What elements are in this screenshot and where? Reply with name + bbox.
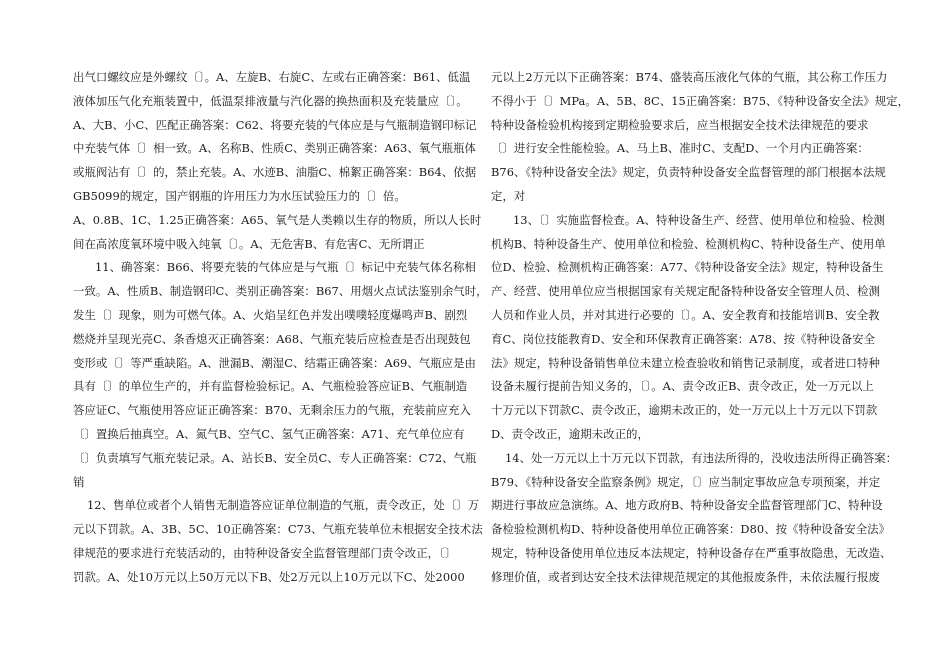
right-column-line: 十万元以下罚款C、责令改正，逾期未改正的，处一万元以上十万元以下罚款 xyxy=(491,403,878,418)
left-column-line: 11、确答案：B66、将要充装的气体应是与气瓶〔〕标记中充装气体名称相 xyxy=(95,260,476,275)
right-column-line: 特种设备检验机构接到定期检验要求后，应当根据安全技术法律规范的要求 xyxy=(491,117,869,132)
left-column-line: A、大B、小C、匹配正确答案：C62、将要充装的气体应是与气瓶制造钢印标记 xyxy=(73,117,477,132)
left-column-line: 〔〕负责填写气瓶充装记录。A、站长B、安全员C、专人正确答案：C72、气瓶 xyxy=(73,450,477,465)
right-column-line: 元以上2万元以下正确答案：B74、盛装高压液化气体的气瓶，其公称工作压力 xyxy=(491,70,888,84)
left-column-line: 出气口螺纹应是外螺纹〔〕。A、左旋B、右旋C、左或右正确答案：B61、低温 xyxy=(73,70,471,84)
left-column-line: 一致。A、性质B、制造钢印C、类别正确答案：B67、用烟火点试法鉴别余气时， xyxy=(73,284,488,299)
right-column-line: 设备未履行提前告知义务的，〔〕。A、责令改正B、责令改正，处一万元以上 xyxy=(491,379,874,394)
left-column-line: 具有〔〕的单位生产的，并有监督检验标记。A、气瓶检验答应证B、气瓶制造 xyxy=(73,379,468,394)
right-column-line: D、责令改正，逾期未改正的， xyxy=(491,426,649,441)
right-column-line: 法》规定，特种设备销售单位未建立检查验收和销售记录制度，或者进口特种 xyxy=(491,355,880,370)
right-column-line: 定，对 xyxy=(491,188,526,203)
right-column-line: B79、《特种设备安全监察条例》规定，〔〕应当制定事故应急专项预案，并定 xyxy=(491,474,881,489)
right-column-line: 〔〕进行安全性能检验。A、马上B、准时C、支配D、一个月内正确答案： xyxy=(491,141,869,156)
left-text-column xyxy=(73,66,488,590)
left-column-line: 律规范的要求进行充装活动的，由特种设备安全监督管理部门责令改正，〔〕 xyxy=(73,545,457,560)
right-column-line: 规定，特种设备使用单位违反本法规定，特种设备存在严重事故隐患，无改造、 xyxy=(491,545,892,560)
left-column-line: GB5099的规定，国产钢瓶的许用压力为水压试验压力的〔〕倍。 xyxy=(73,188,406,203)
left-column-line: 〔〕置换后抽真空。A、氮气B、空气C、氢气正确答案：A71、充气单位应有 xyxy=(73,426,465,441)
right-text-column xyxy=(491,66,910,590)
right-column-line: 育C、岗位技能教育D、安全和环保教育正确答案：A78、按《特种设备安全 xyxy=(491,331,876,346)
left-column-line: 答应证C、气瓶使用答应证正确答案：B70、无剩余压力的气瓶，充装前应充入 xyxy=(73,403,471,418)
left-column-line: 发生〔〕现象，则为可燃气体。A、火焰呈红色并发出噗噗轻度爆鸣声B、剧烈 xyxy=(73,307,468,322)
right-column-line: 备检验检测机构D、特种设备使用单位正确答案：D80、按《特种设备安全法》 xyxy=(491,522,891,537)
left-column-line: 间在高浓度氧环境中吸入纯氧〔〕。A、无危害B、有危害C、无所谓正 xyxy=(73,236,425,251)
right-column-line: 人员和作业人员，并对其进行必要的〔〕。A、安全教育和技能培训B、安全教 xyxy=(491,307,880,322)
right-column-line: B76、《特种设备安全法》规定，负责特种设备安全监督管理的部门根据本法规 xyxy=(491,165,886,180)
left-column-line: 12、售单位或者个人销售无制造答应证单位制造的气瓶，责令改正，处〔〕万 xyxy=(87,498,480,513)
left-column-line: A、0.8B、1C、1.25正确答案：A65、氧气是人类赖以生存的物质，所以人长时 xyxy=(73,212,482,227)
right-column-line: 不得小于〔〕MPa。A、5B、8C、15正确答案：B75、《特种设备安全法》规定， xyxy=(491,93,910,108)
left-column-line: 元以下罚款。A、3B、5C、10正确答案：C73、气瓶充装单位未根据安全技术法 xyxy=(73,522,483,537)
right-column-line: 产、经营、使用单位应当根据国家有关规定配备特种设备安全管理人员、检测 xyxy=(491,284,880,299)
right-column-line: 14、处一万元以上十万元以下罚款，有违法所得的，没收违法所得正确答案： xyxy=(505,450,898,465)
left-column-line: 罚款。A、处10万元以上50万元以下B、处2万元以上10万元以下C、处2000 xyxy=(73,569,465,584)
right-column-line: 机构B、特种设备生产、使用单位和检验、检测机构C、特种设备生产、使用单 xyxy=(491,236,886,251)
left-column-line: 或瓶阀沾有〔〕的，禁止充装。A、水迹B、油脂C、棉絮正确答案：B64、依据 xyxy=(73,165,477,180)
left-column-line: 燃烧并呈现光亮C、条香熄灭正确答案：A68、气瓶充装后应检查是否出现鼓包 xyxy=(73,331,471,346)
right-column-line: 期进行事故应急演练。A、地方政府B、特种设备安全监督管理部门C、特种设 xyxy=(491,498,883,513)
left-column-line: 变形或〔〕等严重缺陷。A、泄漏B、潮湿C、结霜正确答案：A69、气瓶应是由 xyxy=(73,355,476,370)
left-column-line: 销 xyxy=(73,474,85,489)
right-column-line: 13、〔〕实施监督检查。A、特种设备生产、经营、使用单位和检验、检测 xyxy=(513,212,885,227)
right-column-line: 位D、检验、检测机构正确答案：A77、《特种设备安全法》规定，特种设备生 xyxy=(491,260,884,275)
left-column-line: 液体加压气化充瓶装置中，低温泵排液量与汽化器的换热面积及充装量应〔〕。 xyxy=(73,93,468,108)
right-column-line: 修理价值，或者到达安全技术法律规范规定的其他报废条件，未依法履行报废 xyxy=(491,569,880,584)
left-column-line: 中充装气体〔〕相一致。A、名称B、性质C、类别正确答案：A63、氧气瓶瓶体 xyxy=(73,141,476,156)
